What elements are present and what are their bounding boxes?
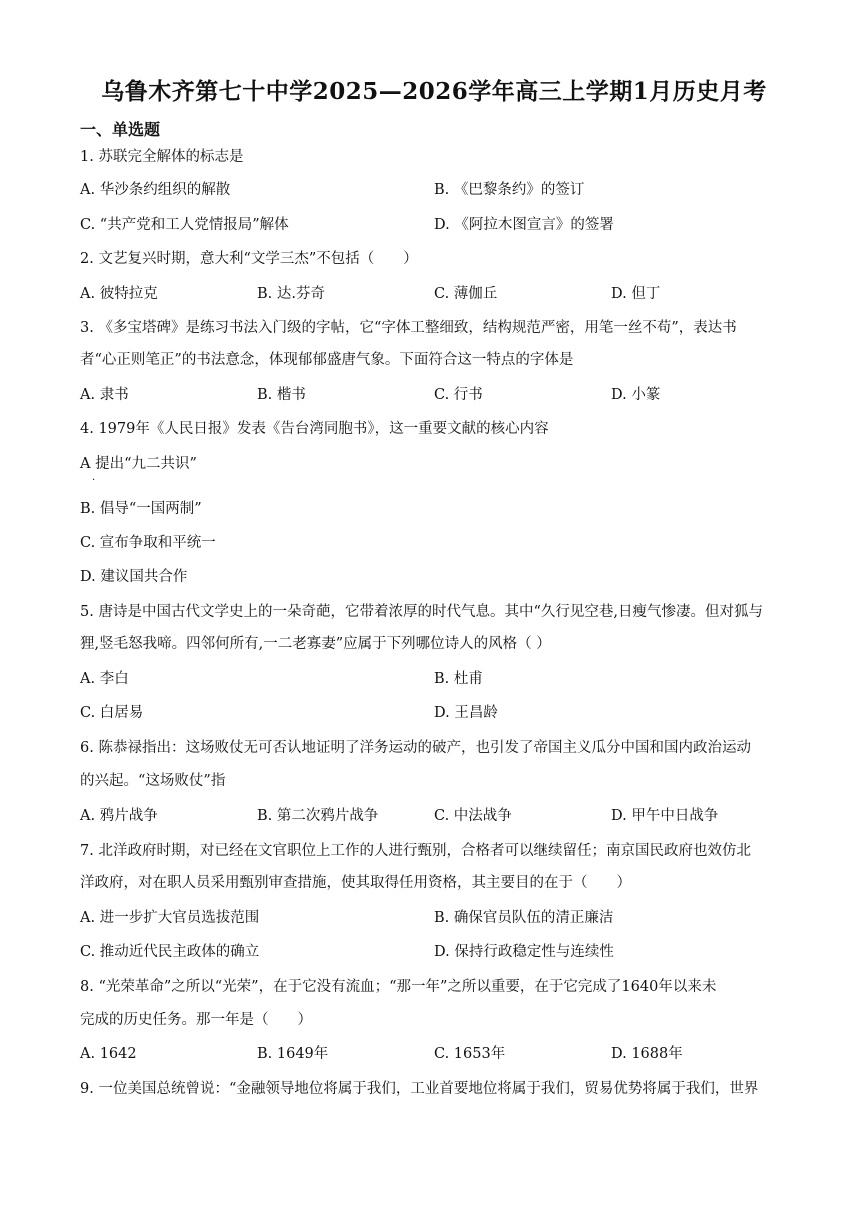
question-2-option-d: D. 但丁 bbox=[611, 286, 661, 302]
question-4-option-d: D. 建议国共合作 bbox=[80, 569, 188, 585]
question-3-stem-line2: 者“心正则笔正”的书法意念，体现郁郁盛唐气象。下面符合这一特点的字体是 bbox=[80, 352, 574, 368]
question-7-stem-line2: 洋政府，对在职人员采用甄别审查措施，使其取得任用资格，其主要目的在于（ ） bbox=[80, 875, 631, 891]
question-6-option-d: D. 甲午中日战争 bbox=[611, 808, 719, 824]
question-1-stem: 1. 苏联完全解体的标志是 bbox=[80, 149, 244, 165]
question-7-stem-line1: 7. 北洋政府时期，对已经在文官职位上工作的人进行甄别，合格者可以继续留任；南京国民政府也效仿北 bbox=[80, 843, 751, 859]
question-1-option-a: A. 华沙条约组织的解散 bbox=[80, 182, 231, 198]
question-4-option-b: B. 倡导“一国两制” bbox=[80, 501, 202, 517]
question-6-option-c: C. 中法战争 bbox=[434, 808, 512, 824]
question-7-option-b: B. 确保官员队伍的清正廉洁 bbox=[434, 910, 614, 926]
question-2-option-c: C. 薄伽丘 bbox=[434, 286, 498, 302]
question-5-option-a: A. 李白 bbox=[80, 671, 129, 687]
question-3-option-a: A. 隶书 bbox=[80, 387, 129, 403]
question-5-option-c: C. 白居易 bbox=[80, 705, 144, 721]
question-7-option-d: D. 保持行政稳定性与连续性 bbox=[434, 944, 614, 960]
question-3-option-c: C. 行书 bbox=[434, 387, 483, 403]
question-8-option-b: B. 1649年 bbox=[257, 1046, 329, 1062]
question-6-option-a: A. 鸦片战争 bbox=[80, 808, 158, 824]
question-3-option-d: D. 小篆 bbox=[611, 387, 661, 403]
question-2-stem: 2. 文艺复兴时期，意大利“文学三杰”不包括（ ） bbox=[80, 251, 418, 267]
question-3-option-b: B. 楷书 bbox=[257, 387, 306, 403]
question-1-option-b: B. 《巴黎条约》的签订 bbox=[434, 182, 585, 198]
question-8-stem-line2: 完成的历史任务。那一年是（ ） bbox=[80, 1012, 312, 1028]
question-2-option-a: A. 彼特拉克 bbox=[80, 286, 158, 302]
question-3-stem-line1: 3. 《多宝塔碑》是练习书法入门级的字帖，它“字体工整细致，结构规范严密，用笔一丝不苟”，表达书 bbox=[80, 320, 737, 336]
question-7-option-a: A. 进一步扩大官员选拔范围 bbox=[80, 910, 260, 926]
question-8-option-a: A. 1642 bbox=[80, 1046, 137, 1062]
question-1-option-c: C. “共产党和工人党情报局”解体 bbox=[80, 217, 289, 233]
question-7-option-c: C. 推动近代民主政体的确立 bbox=[80, 944, 260, 960]
question-5-option-b: B. 杜甫 bbox=[434, 671, 483, 687]
question-8-option-d: D. 1688年 bbox=[611, 1046, 683, 1062]
question-6-option-b: B. 第二次鸦片战争 bbox=[257, 808, 379, 824]
question-5-stem-line2: 狸,竖毛怒我啼。四邻何所有,一二老寡妻”应属于下列哪位诗人的风格（ ） bbox=[80, 636, 551, 652]
page-title: 乌鲁木齐第七十中学2025—2026学年高三上学期1月历史月考 bbox=[101, 78, 767, 105]
question-6-stem-line1: 6. 陈恭禄指出：这场败仗无可否认地证明了洋务运动的破产，也引发了帝国主义瓜分中国和国内政治运动 bbox=[80, 740, 751, 756]
question-2-option-b: B. 达.芬奇 bbox=[257, 286, 325, 302]
section-heading: 一、单选题 bbox=[80, 120, 161, 139]
question-4-option-a: A 提出“九二共识” bbox=[80, 456, 197, 472]
question-9-stem: 9. 一位美国总统曾说：“金融领导地位将属于我们，工业首要地位将属于我们，贸易优势将属于我们，世界 bbox=[80, 1081, 759, 1097]
question-8-stem-line1: 8. “光荣革命”之所以“光荣”，在于它没有流血；“那一年”之所以重要，在于它完成了1640年以来未 bbox=[80, 979, 717, 995]
question-5-option-d: D. 王昌龄 bbox=[434, 705, 498, 721]
question-8-option-c: C. 1653年 bbox=[434, 1046, 506, 1062]
question-4-option-c: C. 宣布争取和平统一 bbox=[80, 535, 216, 551]
question-1-option-d: D. 《阿拉木图宣言》的签署 bbox=[434, 217, 614, 233]
question-4-stem: 4. 1979年《人民日报》发表《告台湾同胞书》，这一重要文献的核心内容 bbox=[80, 421, 549, 437]
stray-dot-mark: · bbox=[92, 475, 96, 486]
question-5-stem-line1: 5. 唐诗是中国古代文学史上的一朵奇葩，它带着浓厚的时代气息。其中“久行见空巷,日瘦气惨凄。但对狐与 bbox=[80, 604, 763, 620]
question-6-stem-line2: 的兴起。“这场败仗”指 bbox=[80, 773, 226, 789]
